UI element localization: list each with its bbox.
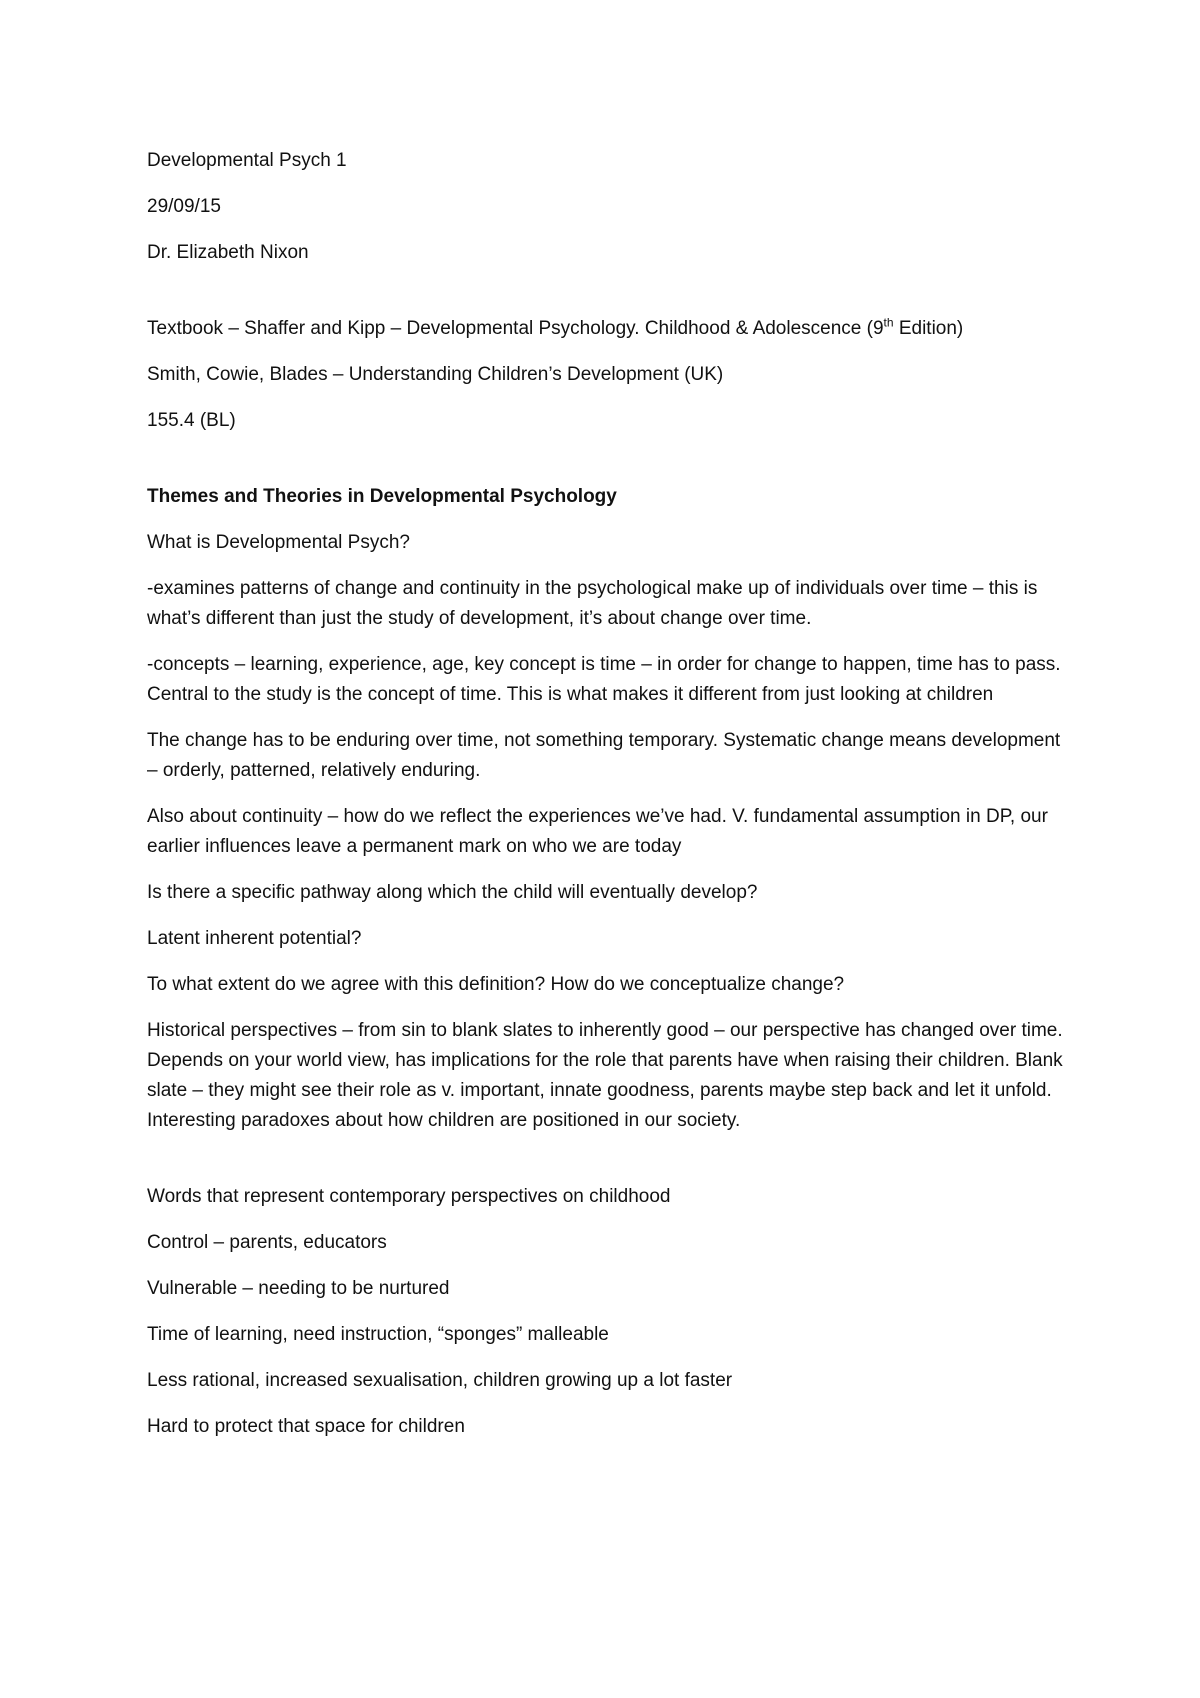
section-question: What is Developmental Psych?: [147, 532, 410, 553]
spacer: [147, 1152, 1067, 1182]
paragraph: -concepts – learning, experience, age, key concept is time – in order for change to happen, time has to pass. Central to the study is the concept of time. This is what makes it different from just looking at children: [147, 654, 1061, 705]
perspectives-intro: Words that represent contemporary perspectives on childhood: [147, 1186, 671, 1207]
secondary-reference: Smith, Cowie, Blades – Understanding Children’s Development (UK): [147, 364, 724, 385]
paragraph: Historical perspectives – from sin to blank slates to inherently good – our perspective has changed over time. Depends on your world view, has implications for the role that parents have when raising their children. Blank slate – they might see their role as v. important, innate goodness, parents maybe step back and let it unfold. Interesting paradoxes about how children are positioned in our society.: [147, 1020, 1063, 1131]
textbook-edition-superscript: th: [883, 315, 894, 330]
paragraph: To what extent do we agree with this definition? How do we conceptualize change?: [147, 974, 845, 995]
perspective-item: Hard to protect that space for children: [147, 1416, 465, 1437]
textbook-reference-edition: Edition): [893, 318, 964, 339]
spacer: [147, 452, 1067, 482]
lecture-date: 29/09/15: [147, 196, 221, 217]
library-shelfmark: 155.4 (BL): [147, 410, 236, 431]
textbook-reference: [147, 314, 1067, 344]
paragraph: -examines patterns of change and continuity in the psychological make up of individuals over time – this is what’s different than just the study of development, it’s about change over time.: [147, 578, 1038, 629]
paragraph: Latent inherent potential?: [147, 928, 362, 949]
course-title: Developmental Psych 1: [147, 150, 347, 171]
textbook-reference-main: Textbook – Shaffer and Kipp – Developmental Psychology. Childhood & Adolescence (9: [147, 318, 884, 339]
paragraph: Also about continuity – how do we reflect the experiences we’ve had. V. fundamental assumption in DP, our earlier influences leave a permanent mark on who we are today: [147, 806, 1048, 857]
paragraph: Is there a specific pathway along which the child will eventually develop?: [147, 882, 758, 903]
lecturer-name: Dr. Elizabeth Nixon: [147, 242, 309, 263]
section-heading: Themes and Theories in Developmental Psychology: [147, 486, 617, 507]
perspective-item: Control – parents, educators: [147, 1232, 387, 1253]
perspective-item: Less rational, increased sexualisation, children growing up a lot faster: [147, 1370, 733, 1391]
document-content: [147, 146, 1067, 1458]
perspective-item: Time of learning, need instruction, “sponges” malleable: [147, 1324, 609, 1345]
spacer: [147, 284, 1067, 314]
paragraph: The change has to be enduring over time, not something temporary. Systematic change means development – orderly, patterned, relatively enduring.: [147, 730, 1061, 781]
perspective-item: Vulnerable – needing to be nurtured: [147, 1278, 450, 1299]
